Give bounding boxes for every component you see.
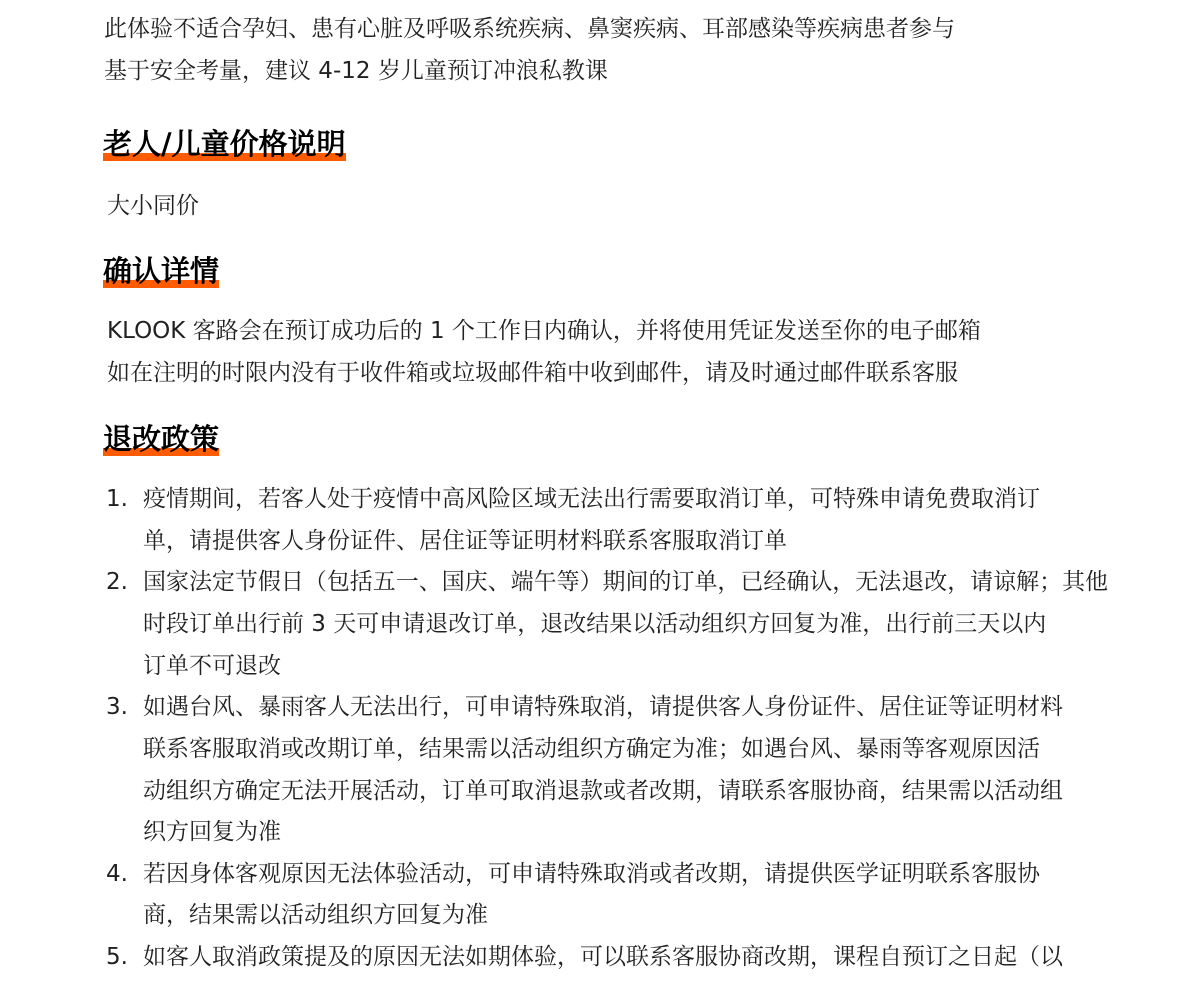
section-heading-text: 确认详情 xyxy=(103,254,220,288)
pricing-line: 大小同价 xyxy=(107,193,199,219)
list-item-line: 时段订单出行前 3 天可申请退改订单，退改结果以活动组织方回复为准，出行前三天以内 xyxy=(143,611,1047,637)
list-item-line: 如客人取消政策提及的原因无法如期体验，可以联系客服协商改期，课程自预订之日起（以 xyxy=(143,944,1063,970)
list-item-line: 单，请提供客人身份证件、居住证等证明材料联系客服取消订单 xyxy=(143,528,787,554)
section-heading-pricing xyxy=(103,126,346,162)
list-item-number: 4. xyxy=(106,861,128,887)
list-item-line: 动组织方确定无法开展活动，订单可取消退款或者改期，请联系客服协商，结果需以活动组 xyxy=(143,778,1063,804)
confirmation-line: 如在注明的时限内没有于收件箱或垃圾邮件箱中收到邮件，请及时通过邮件联系客服 xyxy=(107,360,958,386)
list-item-line: 织方回复为准 xyxy=(143,819,281,845)
list-item-line: 疫情期间，若客人处于疫情中高风险区域无法出行需要取消订单，可特殊申请免费取消订 xyxy=(143,486,1040,512)
section-heading-text: 退改政策 xyxy=(103,422,220,456)
list-item-number: 2. xyxy=(106,569,128,595)
list-item-number: 3. xyxy=(106,694,128,720)
intro-line: 此体验不适合孕妇、患有心脏及呼吸系统疾病、鼻窦疾病、耳部感染等疾病患者参与 xyxy=(104,16,955,42)
list-item-line: 若因身体客观原因无法体验活动，可申请特殊取消或者改期，请提供医学证明联系客服协 xyxy=(143,861,1040,887)
list-item-line: 如遇台风、暴雨客人无法出行，可申请特殊取消，请提供客人身份证件、居住证等证明材料 xyxy=(143,694,1063,720)
list-item-line: 订单不可退改 xyxy=(143,653,281,679)
list-item-line: 国家法定节假日（包括五一、国庆、端午等）期间的订单，已经确认，无法退改，请谅解；其他 xyxy=(143,569,1109,595)
section-heading-cancellation xyxy=(103,421,219,457)
section-heading-confirmation xyxy=(103,253,219,289)
list-item-line: 商，结果需以活动组织方回复为准 xyxy=(143,902,488,928)
confirmation-line: KLOOK 客路会在预订成功后的 1 个工作日内确认，并将使用凭证发送至你的电子邮箱 xyxy=(107,318,981,344)
list-item-line: 联系客服取消或改期订单，结果需以活动组织方确定为准；如遇台风、暴雨等客观原因活 xyxy=(143,736,1040,762)
list-item-number: 1. xyxy=(106,486,128,512)
intro-line: 基于安全考量，建议 4-12 岁儿童预订冲浪私教课 xyxy=(104,58,608,84)
section-heading-text: 老人/儿童价格说明 xyxy=(103,127,346,161)
list-item-number: 5. xyxy=(106,944,128,970)
